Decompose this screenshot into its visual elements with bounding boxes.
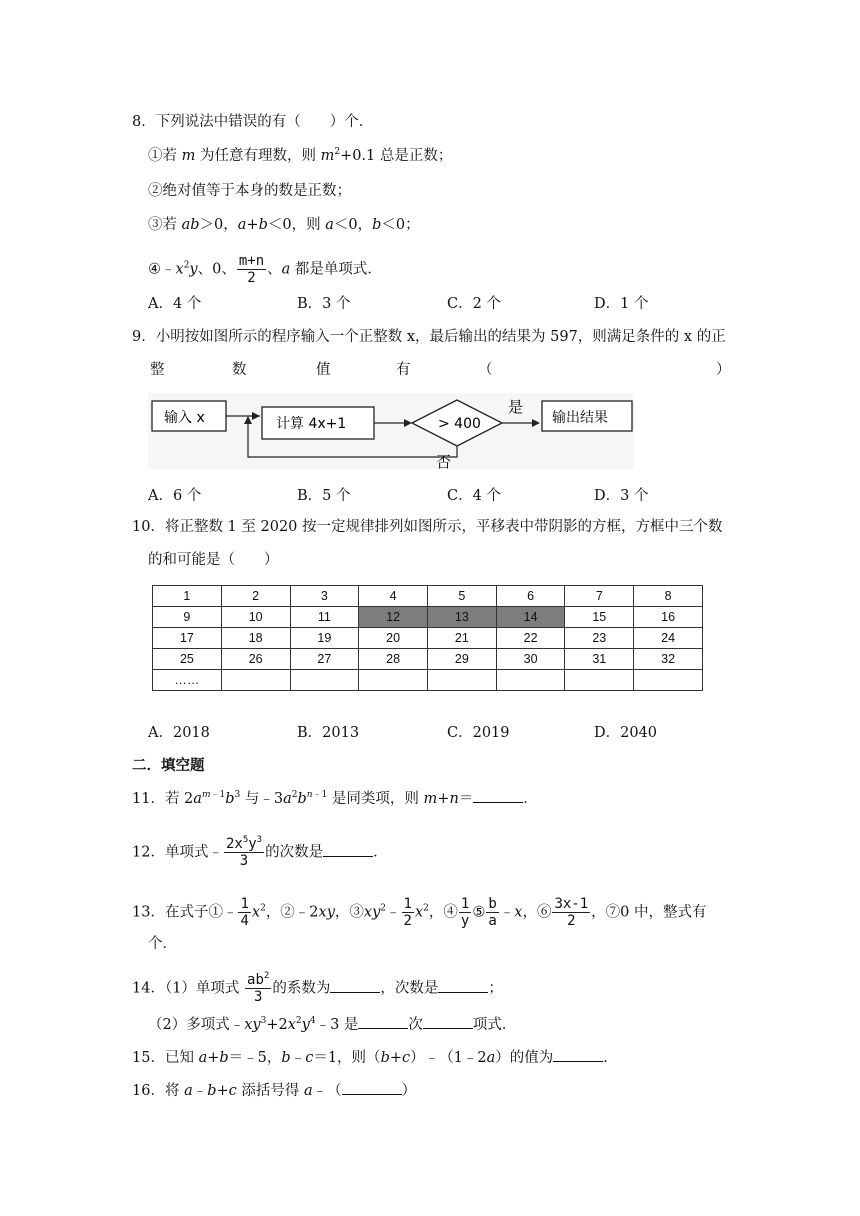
q10-stem: 10．将正整数 1 至 2020 按一定规律排列如图所示，平移表中带阴影的方框，方框中三个数 — [132, 519, 723, 535]
table-cell: 8 — [634, 586, 703, 607]
table-row — [153, 649, 703, 670]
q11: 11．若 $2a^{m﹣1}b^3$ 与$﹣3a^2b^{n﹣1}$ 是同类项，则 m+n＝ ． — [132, 790, 538, 807]
q14-part2: （2）多项式$﹣xy^3+2x^2y^4﹣3$ 是 次 项式． — [148, 1016, 517, 1033]
table-cell: …… — [153, 670, 222, 691]
table-row — [153, 628, 703, 649]
q9-option-c[interactable]: C．4 个 — [447, 488, 501, 504]
q9-stem-2: 有 — [396, 362, 411, 378]
q8-option-d[interactable]: D．1 个 — [594, 296, 649, 312]
q9-stem: 9．小明按如图所示的程序输入一个正整数 x，最后输出的结果为 597，则满足条件的 x 的正 — [132, 329, 726, 345]
answer-blank[interactable] — [330, 978, 380, 993]
table-cell: 6 — [496, 586, 565, 607]
q9-stem-2: 整 — [150, 362, 165, 378]
input-label: 输入 x — [164, 410, 205, 426]
table-cell: 7 — [565, 586, 634, 607]
q13-tail: 个． — [148, 936, 177, 952]
table-cell: 3 — [290, 586, 359, 607]
table-cell: 21 — [427, 628, 496, 649]
condition-label: > 400 — [438, 416, 481, 432]
compute-label: 计算 4x+1 — [276, 416, 347, 432]
table-cell: 28 — [359, 649, 428, 670]
table-cell: 17 — [153, 628, 222, 649]
q8-option-a[interactable]: A．4 个 — [148, 296, 202, 312]
table-cell: 11 — [290, 607, 359, 628]
table-cell — [496, 670, 565, 691]
q9-stem-2: 数 — [232, 362, 247, 378]
q9-option-a[interactable]: A．6 个 — [148, 488, 202, 504]
table-cell — [565, 670, 634, 691]
table-cell — [634, 670, 703, 691]
q8-statement-1: ①若 m 为任意有理数，则 $m^2+0.1$ 总是正数； — [148, 147, 453, 164]
table-cell: 19 — [290, 628, 359, 649]
section-heading: 二．填空题 — [132, 758, 205, 774]
q10-stem-2: 的和可能是（ ） — [148, 552, 279, 568]
table-cell: 31 — [565, 649, 634, 670]
table-cell: 30 — [496, 649, 565, 670]
q8-statement-2: ②绝对值等于本身的数是正数； — [148, 183, 351, 199]
table-cell — [290, 670, 359, 691]
table-cell — [221, 670, 290, 691]
answer-blank[interactable] — [473, 788, 523, 803]
q9-option-b[interactable]: B．5 个 — [297, 488, 351, 504]
table-cell: 23 — [565, 628, 634, 649]
program-flowchart — [148, 393, 634, 469]
table-cell: 16 — [634, 607, 703, 628]
output-label: 输出结果 — [552, 410, 608, 426]
answer-blank[interactable] — [423, 1014, 473, 1029]
no-label: 否 — [436, 453, 452, 469]
table-row — [153, 670, 703, 691]
table-row — [153, 607, 703, 628]
q10-option-d[interactable]: D．2040 — [594, 725, 658, 741]
fraction: $\frac{m+n}{2}$ — [238, 253, 265, 286]
table-cell: 15 — [565, 607, 634, 628]
answer-blank[interactable] — [553, 1047, 603, 1062]
q10-option-b[interactable]: B．2013 — [297, 725, 360, 741]
shaded-cell: 12 — [359, 607, 428, 628]
q10-option-c[interactable]: C．2019 — [447, 725, 510, 741]
answer-blank[interactable] — [438, 978, 488, 993]
table-cell: 1 — [153, 586, 222, 607]
q14-part1: 14．（1）单项式 $\frac{ab^2}{3}$ 的系数为 ，次数是 ； — [132, 971, 503, 1005]
q9-stem-2: 值 — [316, 362, 331, 378]
table-cell: 10 — [221, 607, 290, 628]
table-cell — [427, 670, 496, 691]
table-cell: 25 — [153, 649, 222, 670]
q9-option-d[interactable]: D．3 个 — [594, 488, 649, 504]
q8-statement-4: $④﹣x^2y$、0、 $\frac{m+n}{2}$ 、a 都是单项式． — [148, 253, 382, 286]
table-cell: 2 — [221, 586, 290, 607]
table-cell: 5 — [427, 586, 496, 607]
table-cell — [359, 670, 428, 691]
answer-blank[interactable] — [358, 1014, 408, 1029]
table-cell: 26 — [221, 649, 290, 670]
fraction: $\frac{2x^5y^3}{3}$ — [225, 835, 263, 869]
table-cell: 24 — [634, 628, 703, 649]
yes-label: 是 — [508, 398, 524, 416]
answer-blank[interactable] — [342, 1080, 402, 1095]
q8-option-c[interactable]: C．2 个 — [447, 296, 501, 312]
q8-stem: 8．下列说法中错误的有（ ）个． — [132, 114, 374, 130]
q8-option-b[interactable]: B．3 个 — [297, 296, 351, 312]
shaded-cell: 14 — [496, 607, 565, 628]
table-cell: 4 — [359, 586, 428, 607]
q13: 13．在式子①﹣ $\frac{1}{4}$ $x^2$，②﹣2xy，$③xy^2﹣$ $\frac{1}{2}$ $x^2$，④ $\frac{1}{y}$ ⑤ $\frac{b}{a}$ ﹣x，⑥ $\frac{3x-1}{2}$ ，⑦0 中，整式有 — [132, 896, 707, 929]
table-cell: 22 — [496, 628, 565, 649]
number-table — [152, 585, 703, 691]
q9-stem-2: ） — [716, 362, 731, 378]
shaded-cell: 13 — [427, 607, 496, 628]
q12: 12．单项式﹣ $\frac{2x^5y^3}{3}$ 的次数是 ． — [132, 835, 388, 869]
table-cell: 27 — [290, 649, 359, 670]
q16: 16．将 a﹣b+c 添括号得 a﹣（ ） — [132, 1080, 416, 1101]
table-cell: 32 — [634, 649, 703, 670]
table-cell: 29 — [427, 649, 496, 670]
q10-option-a[interactable]: A．2018 — [148, 725, 210, 741]
table-cell: 9 — [153, 607, 222, 628]
table-row — [153, 586, 703, 607]
table-cell: 20 — [359, 628, 428, 649]
table-cell: 18 — [221, 628, 290, 649]
answer-blank[interactable] — [323, 842, 373, 857]
q8-statement-3: ③若 ab＞0，a+b＜0，则 a＜0，b＜0； — [148, 217, 420, 233]
q9-stem-2: （ — [478, 362, 493, 378]
q15: 15．已知 a+b＝﹣5，b﹣c＝1，则（b+c）﹣（1﹣2a）的值为 ． — [132, 1047, 618, 1068]
